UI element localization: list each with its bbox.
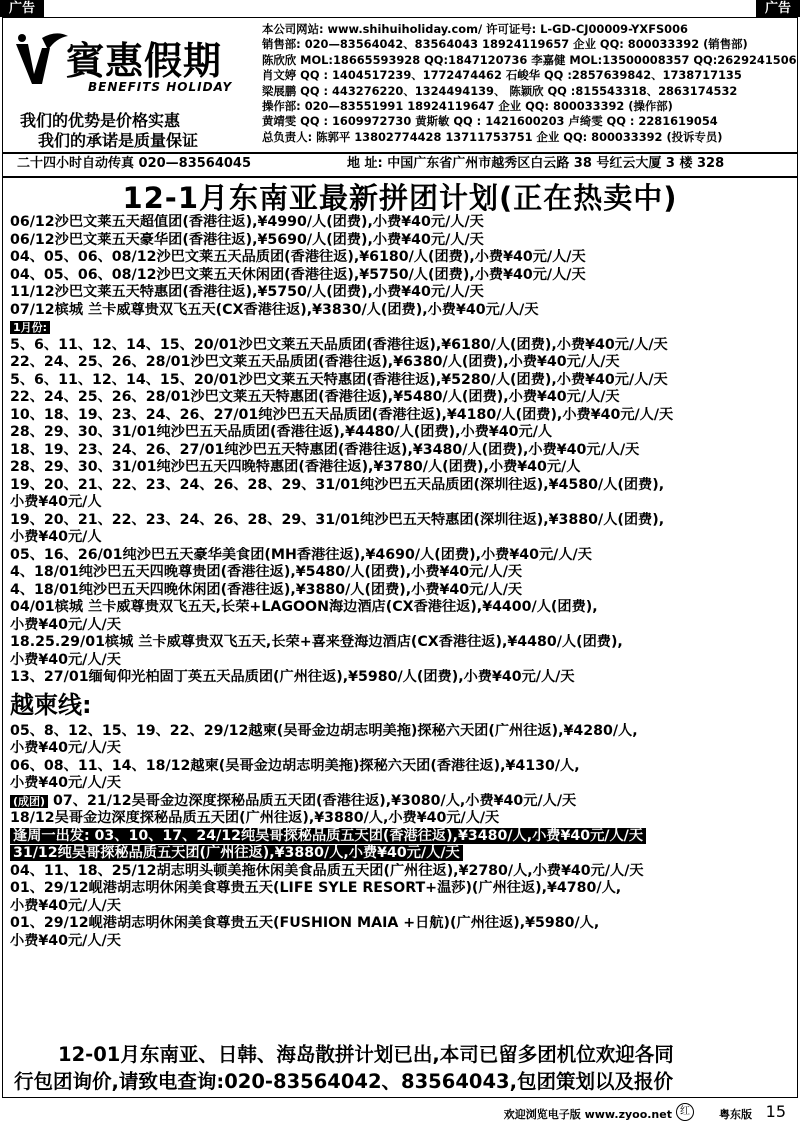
- fax-address-strip: [3, 152, 797, 178]
- logo-chinese-name: 賓惠假期: [66, 38, 223, 83]
- tour-line-highlight: [10, 828, 795, 846]
- page-number: 15: [765, 1102, 786, 1121]
- contact-line: 本公司网站: www.shihuiholiday.com/ 许可证号: L-GD-CJ00009-YXFS006: [262, 22, 688, 36]
- tour-line: 11/12沙巴文莱五天特惠团(香港往返),¥5750/人(团费),小费¥40元/人/天: [10, 284, 484, 300]
- contact-line: 梁展鹏 QQ : 443276220、1324494139、 陈颖欣 QQ :815543318、2863174532: [262, 83, 738, 98]
- tour-line-confirmed: [10, 793, 795, 811]
- footer-website: 欢迎浏览电子版 www.zyoo.net: [503, 1108, 672, 1121]
- slogan-quality: 我们的承诺是质量保证: [38, 131, 199, 150]
- tour-line: 06/12沙巴文莱五天豪华团(香港往返),¥5690/人(团费),小费¥40元/人/天: [10, 231, 484, 248]
- tour-line: 4、18/01纯沙巴五天四晚尊贵团(香港往返),¥5480/人(团费),小费¥40元/人/天: [10, 564, 523, 580]
- tour-line: 04、11、18、25/12胡志明头顿美拖休闲美食品质五天团(广州往返),¥2780/人,小费¥40元/人/天: [10, 862, 644, 879]
- tour-line: 4、18/01纯沙巴五天四晚休闲团(香港往返),¥3880/人(团费),小费¥40元/人/天: [10, 581, 523, 598]
- tour-line: 01、29/12岘港胡志明休闲美食尊贵五天(FUSHION MAIA +日航)(广州往返),¥5980/人,: [10, 915, 600, 931]
- month-tag: 1月份:: [10, 321, 50, 334]
- tour-line: 06/12沙巴文莱五天超值团(香港往返),¥4990/人(团费),小费¥40元/人/天: [10, 214, 484, 230]
- tour-line: 5、6、11、12、14、15、20/01沙巴文莱五天特惠团(香港往返),¥5280/人(团费),小费¥40元/人/天: [10, 371, 668, 388]
- company-logo: [8, 22, 248, 106]
- tour-line: 小费¥40元/人/天: [10, 775, 121, 791]
- tour-line: 5、6、11、12、14、15、20/01沙巴文莱五天品质团(香港往返),¥6180/人(团费),小费¥40元/人/天: [10, 336, 668, 353]
- ad-tag-left: 广告: [0, 0, 44, 17]
- tour-line: 小费¥40元/人/天: [10, 740, 121, 756]
- closing-notice-line: 行包团询价,请致电查询:020-83564042、83564043,包团策划以及报价: [14, 1070, 674, 1093]
- closing-notice: [14, 1041, 789, 1095]
- fax-number: 二十四小时自动传真 020—83564045: [17, 156, 252, 171]
- tour-line: 28、29、30、31/01纯沙巴五天品质团(香港往返),¥4480/人(团费),小费¥40元/人: [10, 424, 553, 440]
- footer-circle-icon: 红: [676, 1103, 694, 1121]
- tour-line: 19、20、21、22、23、24、26、28、29、31/01纯沙巴五天品质团(深圳往返),¥4580/人(团费),: [10, 476, 665, 493]
- tour-line: 10、18、19、23、24、26、27/01纯沙巴五天品质团(香港往返),¥4180/人(团费),小费¥40元/人/天: [10, 406, 674, 423]
- tour-line: 19、20、21、22、23、24、26、28、29、31/01纯沙巴五天特惠团(深圳往返),¥3880/人(团费),: [10, 511, 665, 528]
- tour-line: 01、29/12岘港胡志明休闲美食尊贵五天(LIFE SYLE RESORT+温莎)(广州往返),¥4780/人,: [10, 880, 622, 896]
- tour-line: 18/12吴哥金边深度探秘品质五天团(广州往返),¥3880/人,小费¥40元/人/天: [10, 810, 500, 826]
- slogan-price: 我们的优势是价格实惠: [20, 111, 181, 130]
- tour-line-text: 07、21/12吴哥金边深度探秘品质五天团(香港往返),¥3080/人,小费¥40元/人/天: [53, 792, 577, 809]
- contact-line: 肖文婷 QQ : 1404517239、1772474462 石峻华 QQ :2857639842、1738717135: [262, 68, 742, 83]
- tour-line: 28、29、30、31/01纯沙巴五天四晚特惠团(香港往返),¥3780/人(团费),小费¥40元/人: [10, 459, 581, 475]
- tour-line: 06、08、11、14、18/12越柬(吴哥金边胡志明美拖)探秘六天团(香港往返),¥4130/人,: [10, 757, 580, 774]
- tour-line: 小费¥40元/人/天: [10, 616, 121, 633]
- tour-line: 05、8、12、15、19、22、29/12越柬(吴哥金边胡志明美拖)探秘六天团(广州往返),¥4280/人,: [10, 722, 638, 739]
- contact-line: 销售部: 020—83564042、83564043 18924119657 企业 QQ: 800033392 (销售部): [262, 37, 748, 52]
- tour-line: 18、19、23、24、26、27/01纯沙巴五天特惠团(香港往返),¥3480/人(团费),小费¥40元/人/天: [10, 441, 640, 458]
- contact-line: 黄靖雯 QQ : 1609972730 黄斯敏 QQ : 1421600203 卢绮雯 QQ : 2281619054: [262, 114, 718, 129]
- tour-line: 小费¥40元/人: [10, 494, 102, 510]
- tour-line: 18.25.29/01槟城 兰卡威尊贵双飞五天,长荣+喜来登海边酒店(CX香港往返),¥4480/人(团费),: [10, 634, 623, 650]
- tour-line: 小费¥40元/人: [10, 529, 102, 545]
- tour-line: 小费¥40元/人/天: [10, 897, 121, 914]
- tour-line: 13、27/01缅甸仰光柏固丁英五天品质团(广州往返),¥5980/人(团费),小费¥40元/人/天: [10, 669, 575, 685]
- tour-list: [10, 214, 795, 950]
- logo-english-name: BENEFITS HOLIDAY: [88, 80, 233, 94]
- tour-line: 小费¥40元/人/天: [10, 651, 121, 668]
- contact-line: 陈欣欣 MOL:18665593928 QQ:1847120736 李嘉健 MOL:13500008357 QQ:2629241506: [262, 52, 797, 67]
- tour-line: 04、05、06、08/12沙巴文莱五天品质团(香港往返),¥6180/人(团费),小费¥40元/人/天: [10, 249, 586, 265]
- tour-line: 05、16、26/01纯沙巴五天豪华美食团(MH香港往返),¥4690/人(团费),小费¥40元/人/天: [10, 546, 592, 563]
- tour-line: 22、24、25、26、28/01沙巴文莱五天品质团(香港往返),¥6380/人(团费),小费¥40元/人/天: [10, 354, 620, 370]
- closing-notice-line: 12-01月东南亚、日韩、海岛散拼计划已出,本司已留多团机位欢迎各同: [58, 1043, 674, 1066]
- tour-line: 22、24、25、26、28/01沙巴文莱五天特惠团(香港往返),¥5480/人(团费),小费¥40元/人/天: [10, 389, 620, 405]
- weekly-departure-text: 逢周一出发: 03、10、17、24/12纯吴哥探秘品质五天团(香港往返),¥3480/人,小费¥40元/人/天: [10, 828, 646, 844]
- address: 地 址: 中国广东省广州市越秀区白云路 38 号红云大厦 3 楼 328: [347, 156, 725, 171]
- tour-line: 07/12槟城 兰卡威尊贵双飞五天(CX香港往返),¥3830/人(团费),小费¥40元/人/天: [10, 301, 539, 318]
- logo-swoosh-icon: [12, 30, 70, 94]
- tour-line-highlight: [10, 845, 795, 863]
- tour-line: 小费¥40元/人/天: [10, 932, 121, 949]
- section-title-vietnam-cambodia: 越柬线:: [10, 690, 92, 719]
- confirmed-tag: (成团): [10, 795, 48, 808]
- page-headline: 12-1月东南亚最新拼团计划(正在热卖中): [122, 181, 678, 215]
- tour-line: 04、05、06、08/12沙巴文莱五天休闲团(香港往返),¥5750/人(团费),小费¥40元/人/天: [10, 266, 586, 283]
- contact-block: [262, 22, 798, 145]
- tour-line: 04/01槟城 兰卡威尊贵双飞五天,长荣+LAGOON海边酒店(CX香港往返),¥4400/人(团费),: [10, 599, 598, 615]
- ad-tag-right: 广告: [756, 0, 800, 17]
- contact-line: 总负责人: 陈郭平 13802774428 13711753751 企业 QQ: 800033392 (投诉专员): [262, 129, 723, 144]
- page-footer: [0, 1099, 800, 1125]
- month-divider: [10, 319, 795, 337]
- contact-line: 操作部: 020—83551991 18924119647 企业 QQ: 800033392 (操作部): [262, 98, 673, 113]
- tour-line-text: 31/12纯吴哥探秘品质五天团(广州往返),¥3880/人,小费¥40元/人/天: [10, 845, 463, 861]
- footer-edition: 粤东版: [719, 1108, 752, 1121]
